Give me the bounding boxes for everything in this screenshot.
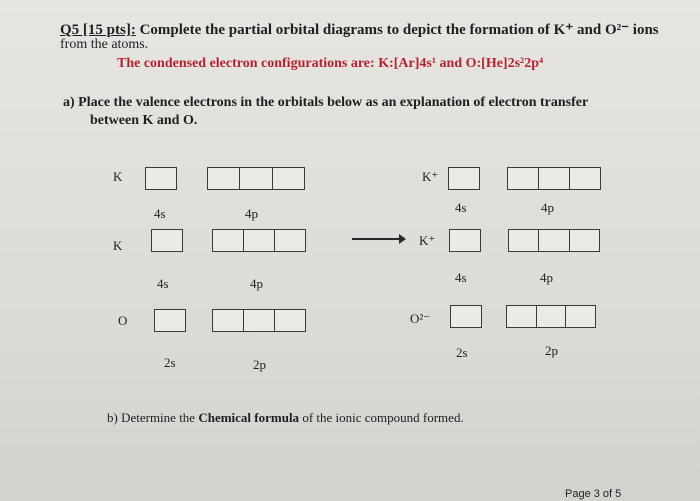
row2-right-p-orbitals[interactable]	[508, 229, 600, 252]
part-b-suffix: of the ionic compound formed.	[299, 410, 464, 425]
config-label: The condensed electron configurations are:	[117, 56, 379, 71]
electron-configurations	[117, 56, 543, 72]
row1-left-p-label: 4p	[245, 206, 258, 221]
row3-right-label: O²⁻	[410, 311, 431, 326]
row1-right-p-label: 4p	[541, 200, 554, 215]
question-instruction: Complete the partial orbital diagrams to depict the formation of K⁺ and O²⁻ ions	[135, 22, 659, 38]
row1-right-s-orbital[interactable]	[448, 167, 480, 190]
row1-left-label: K	[113, 169, 123, 184]
row1-left-s-orbital[interactable]	[145, 167, 177, 190]
row3-left-label: O	[118, 313, 128, 328]
p-orbital[interactable]	[240, 168, 272, 189]
row2-right-p-label: 4p	[540, 270, 553, 285]
question-title	[60, 20, 659, 39]
p-orbital[interactable]	[537, 306, 567, 327]
row1-left-p-orbitals[interactable]	[207, 167, 305, 190]
p-orbital[interactable]	[275, 310, 305, 331]
p-orbital[interactable]	[507, 306, 537, 327]
row3-right-p-label: 2p	[545, 343, 558, 358]
row3-right-p-orbitals[interactable]	[506, 305, 596, 328]
row2-right-s-orbital[interactable]	[449, 229, 481, 252]
p-orbital[interactable]	[570, 230, 599, 251]
row2-right-s-label: 4s	[455, 270, 467, 285]
p-orbital[interactable]	[213, 230, 244, 251]
row3-left-p-orbitals[interactable]	[212, 309, 306, 332]
row2-left-s-label: 4s	[157, 276, 169, 291]
p-orbital[interactable]	[539, 168, 570, 189]
row2-left-label: K	[113, 238, 123, 253]
p-orbital[interactable]	[244, 310, 275, 331]
p-orbital[interactable]	[275, 230, 305, 251]
p-orbital[interactable]	[213, 310, 244, 331]
row1-right-s-label: 4s	[455, 200, 467, 215]
part-b-question	[107, 410, 464, 426]
p-orbital[interactable]	[570, 168, 600, 189]
p-orbital[interactable]	[539, 230, 569, 251]
p-orbital[interactable]	[208, 168, 240, 189]
part-a-line2: between K and O.	[90, 113, 198, 128]
row2-right-label: K⁺	[419, 233, 436, 248]
row2-left-s-orbital[interactable]	[151, 229, 183, 252]
row3-left-s-label: 2s	[164, 355, 176, 370]
row3-right-s-label: 2s	[456, 345, 468, 360]
row1-right-label: K⁺	[422, 169, 439, 184]
row2-left-p-label: 4p	[250, 276, 263, 291]
part-b-bold: Chemical formula	[198, 410, 300, 425]
part-a-line1: a) Place the valence electrons in the orbitals below as an explanation of electron transfer	[63, 95, 589, 110]
p-orbital[interactable]	[273, 168, 304, 189]
question-number: Q5 [15 pts]:	[60, 22, 136, 38]
part-b-prefix: b) Determine the	[107, 410, 199, 425]
row1-right-p-orbitals[interactable]	[507, 167, 601, 190]
row2-left-p-orbitals[interactable]	[212, 229, 306, 252]
p-orbital[interactable]	[244, 230, 275, 251]
row3-right-s-orbital[interactable]	[450, 305, 482, 328]
p-orbital[interactable]	[566, 306, 595, 327]
p-orbital[interactable]	[509, 230, 539, 251]
question-instruction-cont: from the atoms.	[60, 37, 149, 52]
p-orbital[interactable]	[508, 168, 539, 189]
page-number: Page 3 of 5	[565, 488, 622, 500]
transfer-arrow	[352, 238, 400, 240]
config-value: K:[Ar]4s¹ and O:[He]2s²2p⁴	[378, 56, 544, 71]
row3-left-s-orbital[interactable]	[154, 309, 186, 332]
row1-left-s-label: 4s	[154, 206, 166, 221]
row3-left-p-label: 2p	[253, 357, 266, 372]
